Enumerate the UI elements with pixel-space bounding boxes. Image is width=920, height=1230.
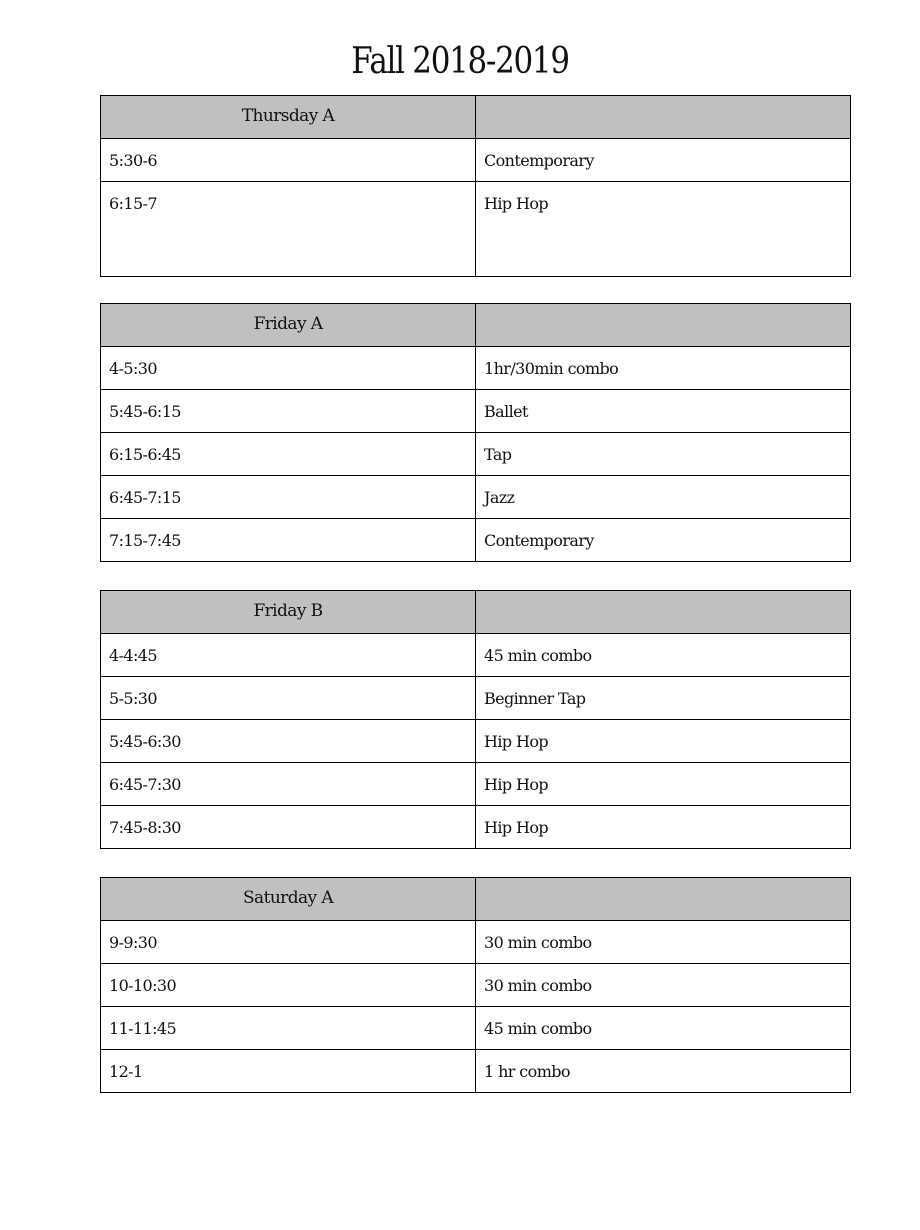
class-time: 4-4:45 (101, 634, 476, 677)
class-time: 7:15-7:45 (101, 519, 476, 562)
class-name: Hip Hop (476, 720, 851, 763)
class-time: 5:45-6:30 (101, 720, 476, 763)
table-row (101, 720, 851, 763)
table-row (101, 806, 851, 849)
day-header: Thursday A (101, 96, 476, 139)
table-row (101, 476, 851, 519)
blank-header-cell (476, 591, 851, 634)
table-row (101, 677, 851, 720)
table-row (101, 139, 851, 182)
table-row (101, 921, 851, 964)
day-header: Friday A (101, 304, 476, 347)
class-name: 1 hr combo (476, 1050, 851, 1093)
class-name: Hip Hop (476, 182, 851, 277)
class-time: 6:15-6:45 (101, 433, 476, 476)
table-row (101, 1007, 851, 1050)
class-time: 5-5:30 (101, 677, 476, 720)
table-header-row (101, 304, 851, 347)
class-name: Contemporary (476, 139, 851, 182)
page-title: Fall 2018-2019 (351, 41, 569, 82)
schedule-table-saturday-a (100, 877, 851, 1093)
class-name: Beginner Tap (476, 677, 851, 720)
class-time: 4-5:30 (101, 347, 476, 390)
class-time: 11-11:45 (101, 1007, 476, 1050)
class-name: Hip Hop (476, 806, 851, 849)
day-header: Saturday A (101, 878, 476, 921)
table-row (101, 347, 851, 390)
day-header: Friday B (101, 591, 476, 634)
class-name: Jazz (476, 476, 851, 519)
class-name: Ballet (476, 390, 851, 433)
class-time: 6:45-7:30 (101, 763, 476, 806)
table-row (101, 182, 851, 277)
blank-header-cell (476, 878, 851, 921)
schedule-table-thursday-a (100, 95, 851, 277)
table-row (101, 634, 851, 677)
class-name: 1hr/30min combo (476, 347, 851, 390)
class-time: 5:30-6 (101, 139, 476, 182)
class-time: 7:45-8:30 (101, 806, 476, 849)
class-name: Hip Hop (476, 763, 851, 806)
table-row (101, 390, 851, 433)
table-row (101, 433, 851, 476)
schedule-table-friday-a (100, 303, 851, 562)
table-header-row (101, 591, 851, 634)
class-name: 30 min combo (476, 964, 851, 1007)
table-header-row (101, 96, 851, 139)
class-name: 45 min combo (476, 634, 851, 677)
blank-header-cell (476, 96, 851, 139)
class-time: 6:45-7:15 (101, 476, 476, 519)
table-header-row (101, 878, 851, 921)
class-time: 10-10:30 (101, 964, 476, 1007)
table-row (101, 763, 851, 806)
schedule-table-friday-b (100, 590, 851, 849)
class-time: 12-1 (101, 1050, 476, 1093)
class-name: Tap (476, 433, 851, 476)
table-row (101, 519, 851, 562)
table-row (101, 1050, 851, 1093)
class-time: 5:45-6:15 (101, 390, 476, 433)
class-name: Contemporary (476, 519, 851, 562)
class-name: 45 min combo (476, 1007, 851, 1050)
class-time: 6:15-7 (101, 182, 476, 277)
blank-header-cell (476, 304, 851, 347)
table-row (101, 964, 851, 1007)
class-name: 30 min combo (476, 921, 851, 964)
class-time: 9-9:30 (101, 921, 476, 964)
